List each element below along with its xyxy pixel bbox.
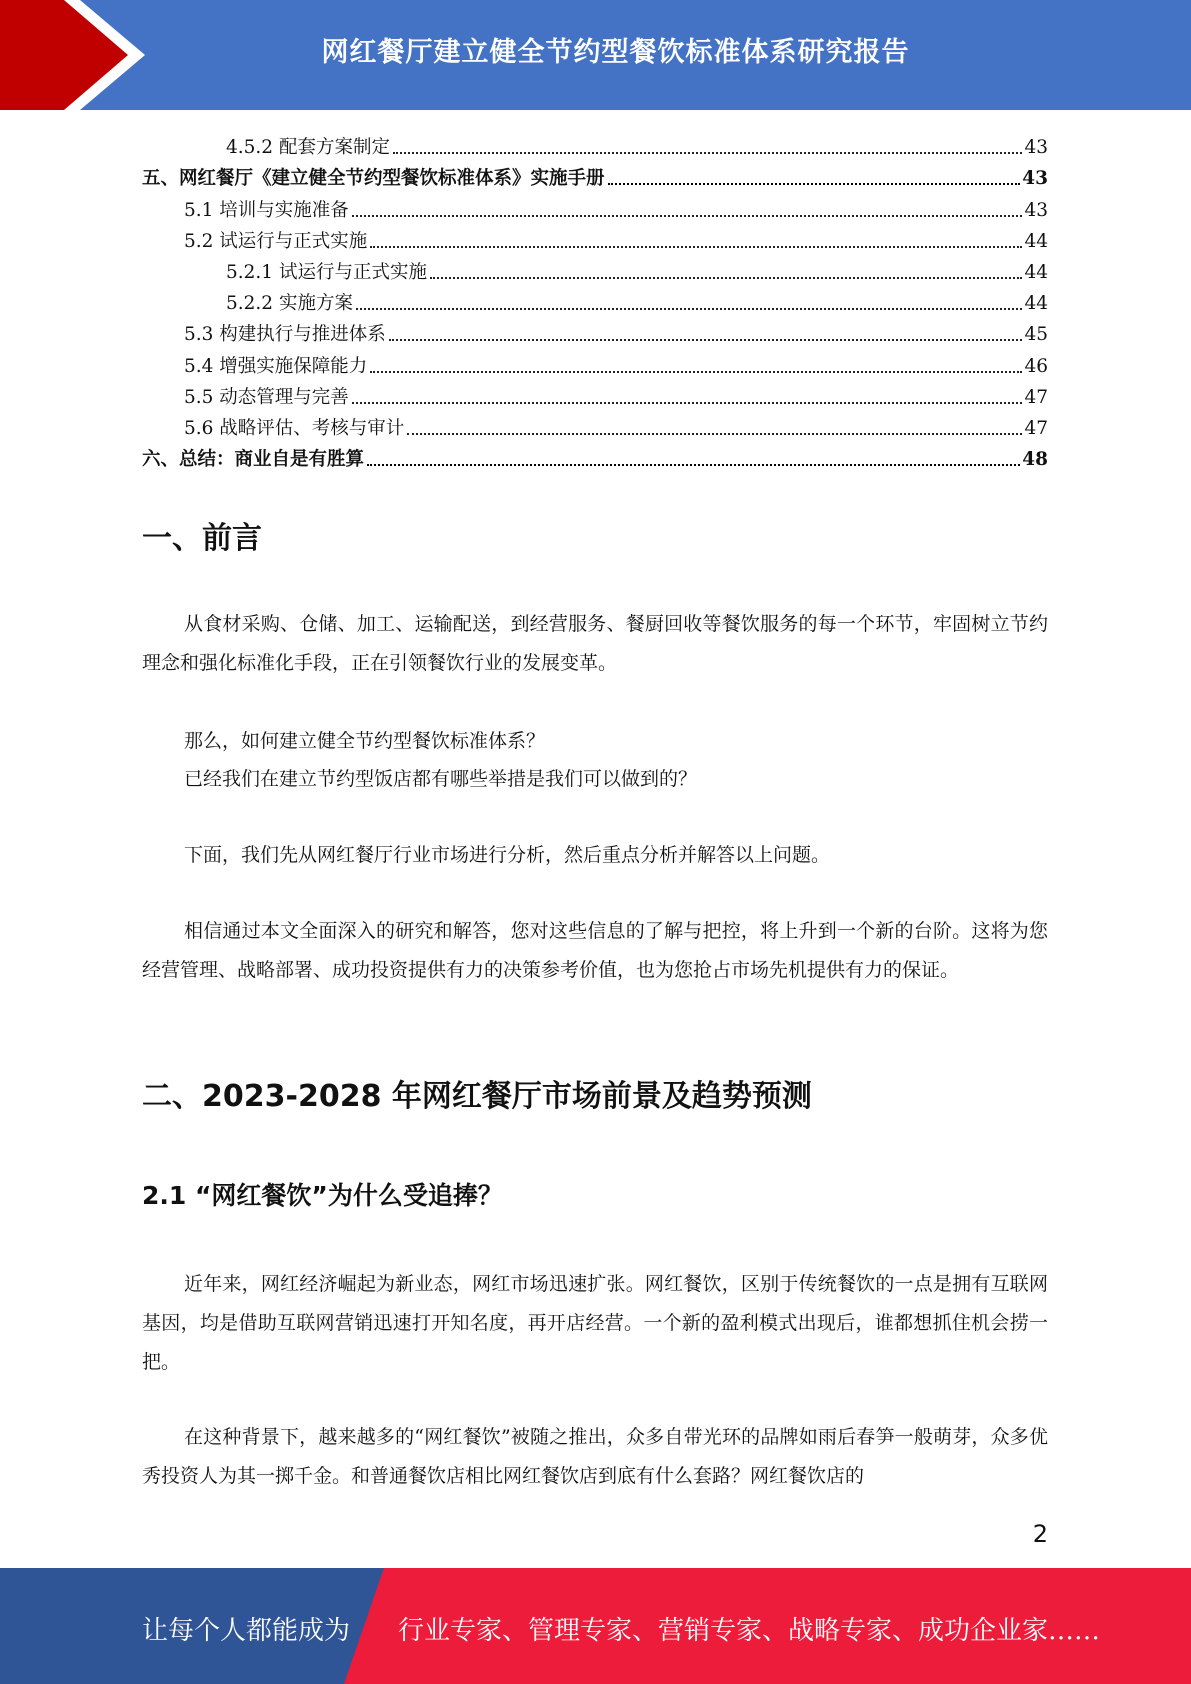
- toc-entry[interactable]: [142, 284, 1048, 315]
- paragraph: 已经我们在建立节约型饭店都有哪些举措是我们可以做到的？: [184, 768, 698, 790]
- toc-dot-leader: [430, 276, 1022, 279]
- paragraph: 近年来，网红经济崛起为新业态，网红市场迅速扩张。网红餐饮，区别于传统餐饮的一点是拥有互联网基因，均是借助互联网营销迅速打开知名度，再开店经营。一个新的盈利模式出现后，谁都想抓住机会捞一把。: [142, 1273, 1048, 1373]
- paragraph: 那么，如何建立健全节约型餐饮标准体系？: [184, 730, 546, 752]
- toc-entry-page: 48: [1022, 449, 1048, 471]
- toc-dot-leader: [352, 401, 1023, 404]
- toc-entry-label: 5.1 培训与实施准备: [184, 199, 349, 221]
- toc-entry-page: 43: [1024, 199, 1048, 221]
- toc-entry[interactable]: [142, 440, 1048, 471]
- page-number: 2: [1032, 1520, 1048, 1548]
- paragraph: 在这种背景下，越来越多的“网红餐饮”被随之推出，众多自带光环的品牌如雨后春笋一般萌芽，众多优秀投资人为其一掷千金。和普通餐饮店相比网红餐饮店到底有什么套路？网红餐饮店的: [142, 1426, 1048, 1487]
- toc-entry[interactable]: [142, 378, 1048, 409]
- toc-entry-label: 5.2.1 试运行与正式实施: [226, 261, 427, 283]
- table-of-contents: [142, 128, 1048, 471]
- paragraph: 相信通过本文全面深入的研究和解答，您对这些信息的了解与把控，将上升到一个新的台阶。这将为您经营管理、战略部署、成功投资提供有力的决策参考价值，也为您抢占市场先机提供有力的保证。: [142, 920, 1048, 981]
- toc-entry-page: 44: [1024, 230, 1048, 252]
- section-heading-preface: 一、前言: [142, 521, 262, 556]
- toc-dot-leader: [352, 214, 1023, 217]
- toc-entry[interactable]: [142, 315, 1048, 346]
- page-footer: [0, 1568, 1191, 1684]
- report-title: 网红餐厅建立健全节约型餐饮标准体系研究报告: [321, 37, 910, 68]
- toc-entry-page: 43: [1024, 137, 1048, 159]
- page-header: [0, 0, 1191, 110]
- toc-entry-label: 5.2.2 实施方案: [226, 293, 353, 315]
- toc-entry-label: 5.6 战略评估、考核与审计: [184, 417, 405, 439]
- toc-entry[interactable]: [142, 222, 1048, 253]
- toc-entry-label: 4.5.2 配套方案制定: [226, 137, 390, 159]
- toc-entry-page: 46: [1024, 355, 1048, 377]
- toc-dot-leader: [367, 463, 1020, 466]
- toc-entry-page: 45: [1024, 324, 1048, 346]
- toc-entry-label: 5.4 增强实施保障能力: [184, 355, 368, 377]
- toc-entry-label: 5.5 动态管理与完善: [184, 386, 349, 408]
- paragraph: 下面，我们先从网红餐厅行业市场进行分析，然后重点分析并解答以上问题。: [184, 844, 831, 866]
- toc-dot-leader: [393, 151, 1022, 154]
- toc-entry[interactable]: [142, 159, 1048, 190]
- footer-slogan-left: 让每个人都能成为: [142, 1616, 351, 1646]
- paragraph: 从食材采购、仓储、加工、运输配送，到经营服务、餐厨回收等餐饮服务的每一个环节，牢固树立节约理念和强化标准化手段，正在引领餐饮行业的发展变革。: [142, 613, 1048, 674]
- toc-entry-page: 47: [1024, 417, 1048, 439]
- toc-entry-label: 六、总结：商业自是有胜算: [142, 449, 365, 471]
- toc-entry-label: 5.3 构建执行与推进体系: [184, 324, 386, 346]
- toc-dot-leader: [370, 245, 1022, 248]
- toc-dot-leader: [608, 182, 1021, 185]
- toc-entry-page: 47: [1024, 386, 1048, 408]
- toc-dot-leader: [370, 370, 1022, 373]
- footer-slogan-right: 行业专家、管理专家、营销专家、战略专家、成功企业家……: [398, 1616, 1101, 1646]
- toc-entry[interactable]: [142, 346, 1048, 377]
- section-heading-forecast: 二、2023-2028 年网红餐厅市场前景及趋势预测: [142, 1079, 812, 1114]
- toc-entry-page: 43: [1022, 168, 1048, 190]
- toc-dot-leader: [407, 432, 1022, 435]
- toc-entry-label: 5.2 试运行与正式实施: [184, 230, 368, 252]
- toc-entry[interactable]: [142, 409, 1048, 440]
- toc-entry-page: 44: [1024, 293, 1048, 315]
- toc-entry-label: 五、网红餐厅《建立健全节约型餐饮标准体系》实施手册: [142, 168, 605, 190]
- toc-entry[interactable]: [142, 190, 1048, 221]
- toc-entry-page: 44: [1024, 261, 1048, 283]
- toc-entry[interactable]: [142, 253, 1048, 284]
- subsection-heading: 2.1 “网红餐饮”为什么受追捧？: [142, 1181, 503, 1210]
- toc-dot-leader: [356, 307, 1023, 310]
- toc-dot-leader: [389, 338, 1023, 341]
- toc-entry[interactable]: [142, 128, 1048, 159]
